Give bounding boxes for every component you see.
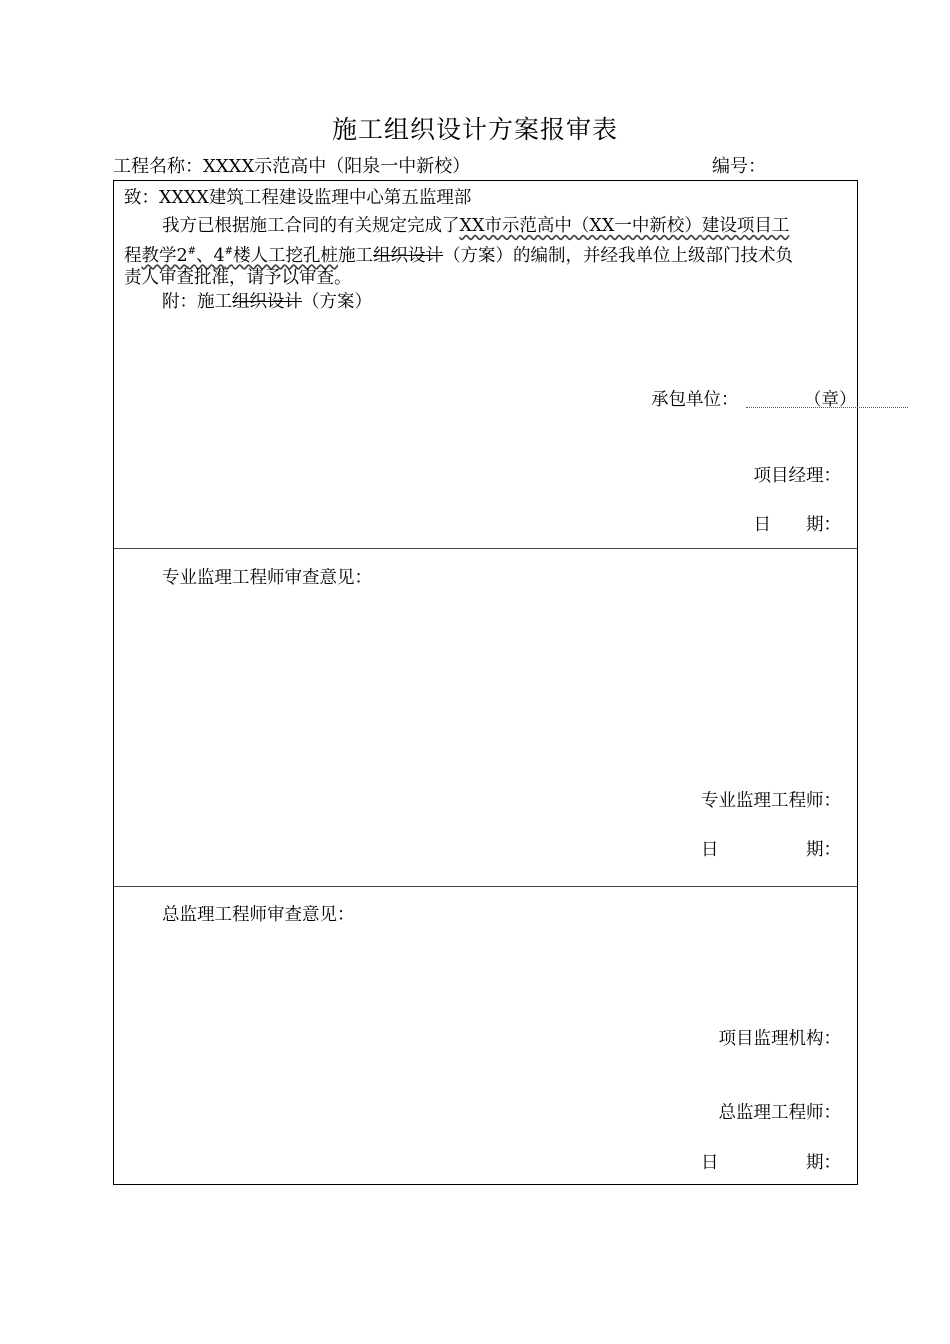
paragraph-line-3: 责人审查批准，请予以审查。 bbox=[124, 268, 352, 288]
project-name-row bbox=[113, 152, 470, 178]
paragraph-line-2 bbox=[124, 240, 793, 268]
chief-review-heading: 总监理工程师审查意见： bbox=[162, 905, 355, 925]
date-label: 日 期： bbox=[701, 840, 841, 860]
seal-label: （章） bbox=[804, 390, 857, 410]
divider bbox=[114, 548, 857, 549]
date-label: 日 期： bbox=[701, 1153, 841, 1173]
text-span: 施工 bbox=[338, 245, 374, 266]
struck-text: 组织设计 bbox=[232, 292, 302, 312]
divider bbox=[114, 886, 857, 887]
project-manager-label: 项目经理： bbox=[753, 466, 841, 486]
project-underlined: XX市示范高中（XX一中新校） bbox=[459, 216, 702, 236]
specialist-review-heading: 专业监理工程师审查意见： bbox=[162, 568, 372, 588]
chief-engineer-label: 总监理工程师： bbox=[718, 1103, 841, 1123]
supervision-org-label: 项目监理机构： bbox=[718, 1029, 841, 1049]
text-span: （方案） bbox=[302, 292, 372, 312]
page-title: 施工组织设计方案报审表 bbox=[331, 115, 618, 144]
date-label: 日 期： bbox=[753, 515, 841, 535]
text-span: （方案）的编制，并经我单位上级部门技术负 bbox=[443, 245, 794, 266]
text-span: 程 bbox=[124, 245, 142, 266]
text-span: 建设项目工 bbox=[701, 216, 790, 236]
form-table bbox=[113, 180, 858, 1185]
struck-text: 组织设计 bbox=[373, 245, 444, 266]
contractor-signature-line bbox=[746, 407, 908, 408]
number-label: 编号： bbox=[712, 156, 766, 177]
attachment-line bbox=[162, 290, 372, 314]
addressee-line bbox=[124, 186, 471, 210]
to-label: 致： bbox=[124, 188, 159, 208]
specialist-engineer-label: 专业监理工程师： bbox=[701, 791, 841, 811]
text-span: 附：施工 bbox=[162, 292, 232, 312]
text-span: 我方已根据施工合同的有关规定完成了 bbox=[162, 216, 460, 236]
work-item-underlined: 教学2#、4#楼人工挖孔桩 bbox=[141, 245, 339, 266]
paragraph-line-1 bbox=[162, 214, 789, 238]
project-label: 工程名称： bbox=[113, 156, 203, 177]
project-name: XXXX示范高中（阳泉一中新校） bbox=[203, 156, 471, 177]
contractor-label: 承包单位： bbox=[651, 390, 739, 410]
to-value: XXXX建筑工程建设监理中心第五监理部 bbox=[159, 188, 472, 208]
